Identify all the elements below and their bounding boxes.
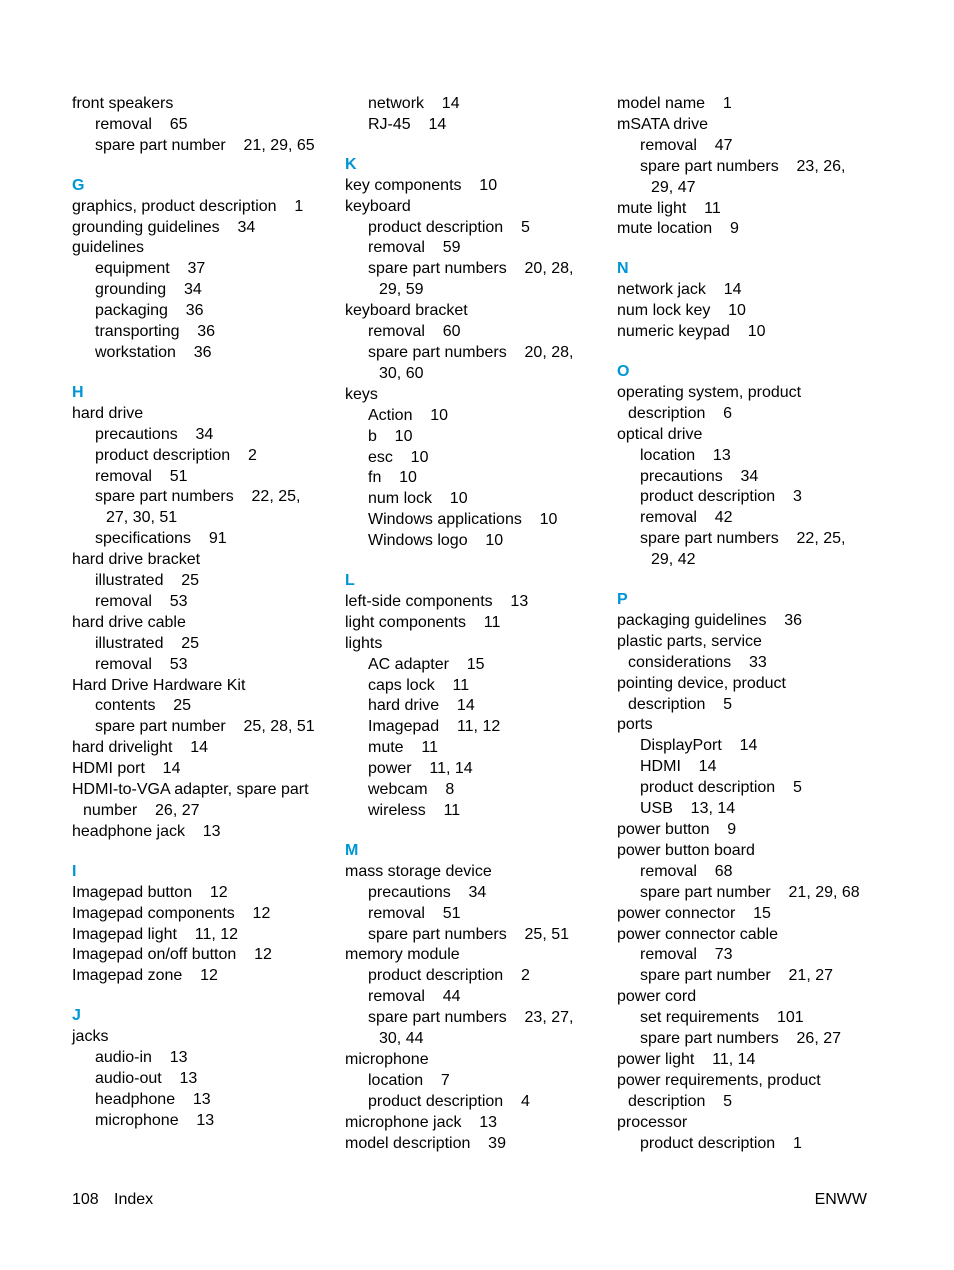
index-entry: packaging guidelines 36	[617, 611, 803, 629]
index-subentry: removal 53	[95, 655, 188, 673]
index-entry: Imagepad on/off button 12	[72, 946, 272, 964]
index-subentry: product description 2	[368, 967, 530, 985]
index-subentry: product description 1	[640, 1134, 802, 1152]
index-column-2	[345, 94, 600, 1155]
index-subentry: removal 44	[368, 988, 461, 1006]
index-entry: hard drive cable	[72, 613, 186, 631]
index-continuation: description 6	[628, 404, 733, 422]
section-letter: M	[345, 841, 359, 859]
index-continuation: description 5	[628, 695, 733, 713]
index-entry: microphone jack 13	[345, 1113, 498, 1131]
index-subentry: microphone 13	[95, 1111, 215, 1129]
index-entry: mSATA drive	[617, 115, 708, 133]
section-letter: J	[72, 1007, 81, 1025]
index-subentry: removal 53	[95, 592, 188, 610]
index-subentry: grounding 34	[95, 281, 202, 299]
index-continuation: number 26, 27	[83, 802, 200, 819]
index-subentry: specifications 91	[95, 530, 227, 548]
section-letter: O	[617, 362, 630, 380]
brand-mark: ENWW	[814, 1191, 867, 1208]
index-entry: power button board	[617, 841, 755, 859]
index-subentry: product description 4	[368, 1092, 530, 1110]
index-subentry: product description 5	[368, 218, 530, 236]
index-subentry: hard drive 14	[368, 697, 475, 715]
index-continuation: 29, 59	[379, 281, 424, 299]
index-entry: keyboard	[345, 197, 411, 215]
index-entry: power connector cable	[617, 925, 778, 943]
index-entry: numeric keypad 10	[617, 323, 766, 341]
index-subentry: removal 59	[368, 239, 461, 257]
index-entry: left-side components 13	[345, 592, 529, 610]
index-continuation: 29, 47	[651, 178, 696, 196]
index-subentry: spare part number 25, 28, 51	[95, 718, 315, 736]
index-entry: Imagepad components 12	[72, 904, 271, 922]
index-subentry: HDMI 14	[640, 758, 717, 776]
index-entry: network jack 14	[617, 281, 742, 299]
index-continuation: 30, 44	[379, 1030, 424, 1048]
index-subentry: product description 5	[640, 779, 802, 797]
index-entry: operating system, product	[617, 383, 802, 401]
index-subentry: spare part number 21, 29, 68	[640, 883, 860, 901]
index-continuation: description 5	[628, 1092, 733, 1110]
index-entry: plastic parts, service	[617, 632, 762, 650]
index-continuation: 27, 30, 51	[106, 509, 178, 527]
section-letter: G	[72, 176, 85, 194]
index-subentry: precautions 34	[95, 425, 214, 443]
section-letter: K	[345, 155, 357, 173]
index-subentry: spare part numbers 25, 51	[368, 925, 569, 943]
index-entry: hard drivelight 14	[72, 739, 209, 757]
index-subentry: removal 60	[368, 323, 461, 341]
index-subentry: Windows logo 10	[368, 532, 504, 550]
index-subentry: spare part numbers 23, 27,	[368, 1009, 574, 1027]
index-subentry: removal 47	[640, 136, 733, 154]
index-subentry: spare part numbers 20, 28,	[368, 260, 574, 278]
index-entry: processor	[617, 1113, 688, 1131]
index-subentry: spare part numbers 20, 28,	[368, 343, 574, 361]
page-number: 108	[72, 1191, 99, 1208]
index-subentry: removal 51	[95, 467, 188, 485]
index-entry: jacks	[72, 1028, 109, 1046]
index-continuation: 29, 42	[651, 551, 696, 569]
index-subentry: num lock 10	[368, 490, 468, 508]
index-subentry: audio-in 13	[95, 1049, 188, 1067]
index-subentry: USB 13, 14	[640, 800, 736, 818]
index-subentry: Imagepad 11, 12	[368, 718, 501, 736]
index-entry: Imagepad light 11, 12	[72, 925, 239, 943]
index-entry: model description 39	[345, 1134, 506, 1152]
index-subentry: product description 3	[640, 488, 802, 506]
index-subentry: spare part number 21, 29, 65	[95, 136, 315, 154]
index-entry: HDMI-to-VGA adapter, spare part	[72, 781, 309, 799]
index-entry: model name 1	[617, 95, 732, 112]
index-subentry: equipment 37	[95, 260, 206, 278]
index-subentry: audio-out 13	[95, 1069, 198, 1087]
index-column-1	[72, 94, 327, 1132]
section-letter: P	[617, 591, 628, 609]
index-subentry: precautions 34	[368, 883, 487, 901]
index-entry: mass storage device	[345, 862, 492, 880]
index-entry: grounding guidelines 34	[72, 218, 256, 236]
index-subentry: spare part number 21, 27	[640, 967, 833, 985]
index-subentry: location 13	[640, 446, 731, 464]
index-entry: guidelines	[72, 239, 145, 257]
index-subentry: caps lock 11	[368, 676, 470, 694]
index-subentry: webcam 8	[368, 781, 455, 799]
index-entry: Imagepad zone 12	[72, 967, 218, 985]
index-entry: mute location 9	[617, 220, 739, 238]
index-entry: key components 10	[345, 176, 498, 194]
index-subentry: illustrated 25	[95, 572, 200, 590]
index-subentry: packaging 36	[95, 302, 204, 320]
index-entry: pointing device, product	[617, 674, 786, 692]
index-entry: headphone jack 13	[72, 822, 221, 840]
index-subentry: removal 51	[368, 904, 461, 922]
index-entry: power requirements, product	[617, 1071, 821, 1089]
index-subentry: removal 68	[640, 862, 733, 880]
index-entry: Imagepad button 12	[72, 883, 228, 901]
index-subentry: fn 10	[368, 469, 417, 487]
index-entry: optical drive	[617, 425, 703, 443]
index-subentry: removal 42	[640, 509, 733, 527]
index-subentry: AC adapter 15	[368, 655, 485, 673]
index-subentry: spare part numbers 22, 25,	[640, 530, 846, 548]
index-entry: front speakers	[72, 95, 174, 112]
section-letter: N	[617, 260, 629, 278]
index-subentry: RJ-45 14	[368, 115, 447, 133]
index-subentry: removal 73	[640, 946, 733, 964]
index-entry: keys	[345, 385, 378, 403]
index-subentry: precautions 34	[640, 467, 759, 485]
index-entry: keyboard bracket	[345, 302, 468, 320]
index-column-3	[617, 94, 877, 1155]
index-subentry: Action 10	[368, 406, 449, 424]
index-subentry: spare part numbers 26, 27	[640, 1030, 841, 1048]
index-subentry: esc 10	[368, 448, 429, 466]
index-subentry: b 10	[368, 427, 413, 445]
index-entry: power cord	[617, 988, 697, 1006]
index-entry: ports	[617, 716, 653, 734]
index-subentry: product description 2	[95, 446, 257, 464]
index-entry: power button 9	[617, 821, 737, 838]
index-entry: HDMI port 14	[72, 760, 181, 778]
index-subentry: spare part numbers 23, 26,	[640, 157, 846, 175]
index-subentry: Windows applications 10	[368, 511, 558, 529]
index-subentry: spare part numbers 22, 25,	[95, 488, 301, 506]
index-subentry: workstation 36	[95, 343, 212, 361]
index-entry: microphone	[345, 1050, 429, 1068]
index-subentry: wireless 11	[368, 802, 461, 819]
index-subentry: DisplayPort 14	[640, 737, 758, 755]
index-subentry: removal 65	[95, 115, 188, 133]
index-continuation: 30, 60	[379, 364, 424, 382]
index-subentry: power 11, 14	[368, 760, 473, 778]
index-entry: num lock key 10	[617, 302, 746, 320]
index-subentry: headphone 13	[95, 1090, 211, 1108]
index-subentry: set requirements 101	[640, 1009, 804, 1027]
section-letter: L	[345, 572, 355, 590]
index-entry: light components 11	[345, 613, 501, 631]
section-name: Index	[114, 1191, 154, 1208]
section-letter: I	[72, 862, 77, 880]
index-entry: power connector 15	[617, 904, 771, 922]
index-entry: lights	[345, 634, 383, 652]
index-entry: hard drive	[72, 404, 144, 422]
index-subentry: network 14	[368, 95, 460, 112]
index-entry: power light 11, 14	[617, 1050, 756, 1068]
index-subentry: transporting 36	[95, 323, 216, 341]
index-entry: graphics, product description 1	[72, 197, 304, 215]
index-continuation: considerations 33	[628, 653, 767, 671]
index-entry: memory module	[345, 946, 460, 964]
index-entry: Hard Drive Hardware Kit	[72, 676, 246, 694]
index-subentry: location 7	[368, 1071, 450, 1089]
index-subentry: contents 25	[95, 697, 192, 715]
index-subentry: mute 11	[368, 739, 438, 757]
index-entry: mute light 11	[617, 199, 721, 217]
index-entry: hard drive bracket	[72, 551, 201, 569]
index-subentry: illustrated 25	[95, 634, 200, 652]
section-letter: H	[72, 383, 84, 401]
